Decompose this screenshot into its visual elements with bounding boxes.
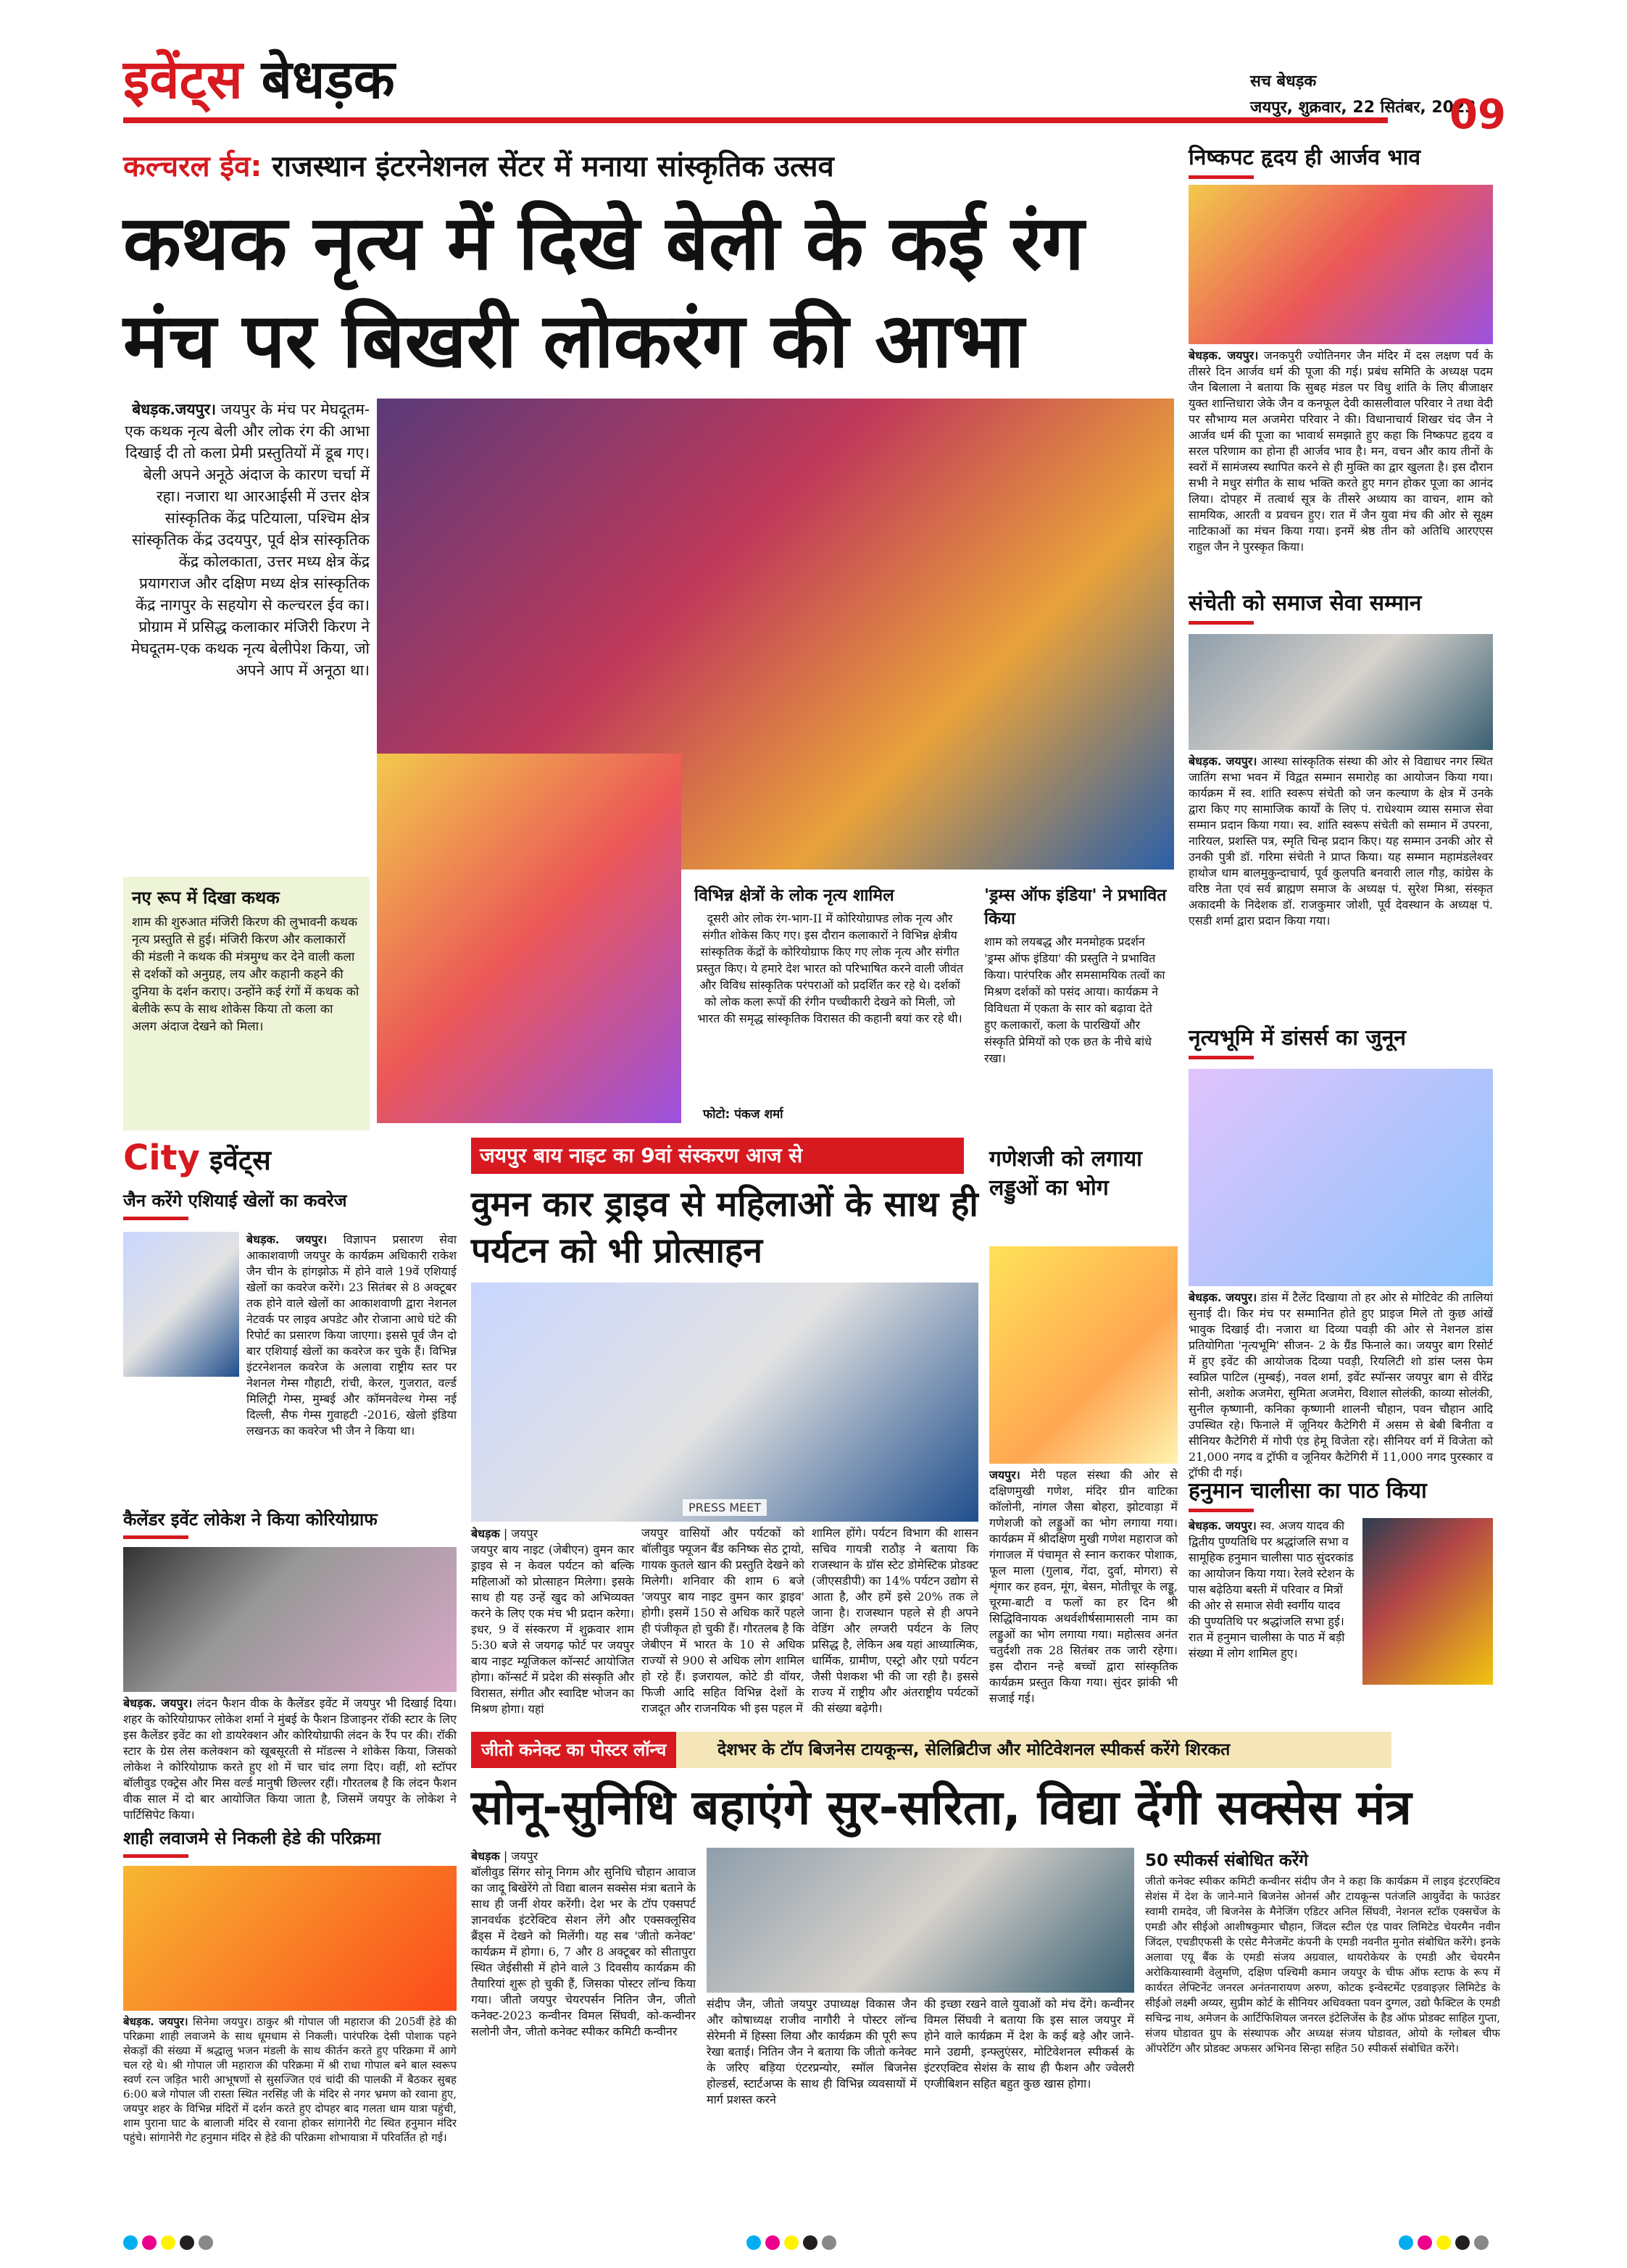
city-logo: City इवेंट्स	[123, 1138, 271, 1178]
jbn-col-2: जयपुर वासियों और पर्यटकों को बॉलीवुड फ्यूजन बैंड कनिष्क सेठ ट्रायो, गायक कुतले खान की प्रस्तुति देखने को मिलेगी। शनिवार की शाम 6 बजे 'जयपुर बाय नाइट वुमन कार ड्राइव' होगी। इसमें 150 से अधिक कारें पहले ही पंजीकृत हो चुकी हैं। गौरतलब है कि जेबीएन में भारत के 10 से अधिक राज्यों से 900 से अधिक लोग शामिल हो रहे हैं। इजरायल, कोटे डी वॉयर, फिजी आदि सहित विभिन्न देशों के राजदूत और राजनयिक भी इस पहल में	[641, 1526, 804, 1715]
lead-box-2-title: विभिन्न क्षेत्रों के लोक नृत्य शामिल	[694, 886, 894, 905]
jito-col-1: बॉलीवुड सिंगर सोनू निगम और सुनिधि चौहान आवाज का जादू बिखेरेंगे तो विद्या बालन सक्सेस मंत्रा बताने के साथ ही जर्नी शेयर करेंगी। देश भर के टॉप एक्सपर्ट ज्ञानवर्धक इंटरेक्टिव सेशन लेंगे और एक्सक्लूसिव ब्रैंड्स में देखने को मिलेंगी। यह सब 'जीतो कनेक्ट' कार्यक्रम में होगा। 6, 7 और 8 अक्टूबर को सीतापुरा स्थित जेईसीसी में होने वाले 3 दिवसीय कार्यक्रम की तैयारियां शुरू हो चुकी हैं, जिसका पोस्टर लॉन्च किया गया। जीतो जयपुर चेयरपर्सन नितिन जैन, जीतो कनेक्ट-2023 कन्वीनर विमल सिंघवी, को-कन्वीनर सलोनी जैन, जीतो कनेक्ट स्पीकर कमिटी कन्वीनर	[471, 1865, 696, 2038]
registration-dot	[199, 2235, 213, 2250]
registration-dot	[1418, 2235, 1432, 2250]
masthead-rule	[123, 117, 1388, 123]
registration-dot	[1474, 2235, 1489, 2250]
city-c3-photo	[123, 1866, 457, 2011]
jito-strip	[471, 1732, 1391, 1768]
footer-color-bar	[123, 2232, 1500, 2254]
city-c1-text: बेधड़क. जयपुर। विज्ञापन प्रसारण सेवा आकाशवाणी जयपुर के कार्यक्रम अधिकारी राकेश जैन चीन के हांगझोऊ में होने वाले 19वें एशियाई खेलों का कवरेज करेंगे। 23 सितंबर से 8 अक्टूबर तक होने वाले खेलों का आकाशवाणी द्वारा नेशनल नेटवर्क पर लाइव अपडेट और रोजाना आधे घंटे की रिपोर्ट का प्रसारण किया जाएगा। इससे पूर्व जैन दो बार एशियाई खेलों का कवरेज कर चुके हैं। विभिन्न इंटरनेशनल कवरेज के अलावा राष्ट्रीय स्तर पर नेशनल गेम्स गौहाटी, रांची, केरल, गुजरात, वर्ल्ड मिलिट्री गेम्स, मुम्बई और कॉमनवेल्थ गेम्स नई दिल्ली, सैफ गेम्स गुवाहटी -2016, खेलो इंडिया लखनऊ का कवरेज भी जैन ने किया था।	[246, 1233, 457, 1438]
registration-dot	[822, 2235, 836, 2250]
right-s3-title: नृत्यभूमि में डांसर्स का जुनून	[1189, 1022, 1406, 1059]
city-c3-title: शाही लवाजमे से निकली हेडे की परिक्रमा	[123, 1826, 380, 1858]
jbn-photo	[471, 1283, 978, 1522]
jito-col-2: संदीप जैन, जीतो जयपुर उपाध्यक्ष विकास जैन और कोषाध्यक्ष राजीव नागौरी ने पोस्टर लॉन्च सेरेमनी में हिस्सा लिया और कार्यक्रम की पूरी रूप रेखा बताई। नितिन जैन ने बताया कि जीतो कनेक्ट के जरिए बड़िया एंटरप्रन्योर, स्मॉल बिजनेस होल्डर्स, स्टार्टअप्स के साथ ही विभिन्न व्यवसायों में मार्ग प्रशस्त करने	[707, 1997, 917, 2106]
lead-headline-2: मंच पर बिखरी लोकरंग की आभा	[123, 296, 1025, 385]
jbn-photo-label: PRESS MEET	[683, 1499, 767, 1516]
lead-box-1	[123, 877, 370, 1130]
lead-box-2-text: दूसरी ओर लोक रंग-भाग-II में कोरियोग्राफ्ड लोक नृत्य और संगीत शोकेस किए गए। इस दौरान कलाकारों ने विभिन्न क्षेत्रीय सांस्कृतिक केंद्रों के कोरियोग्राफ किए गए लोक नृत्य और संगीत प्रस्तुत किए। ये हमारे देश भारत को परिभाषित करने वाली जीवंत और विविध सांस्कृतिक परंपराओं को प्रदर्शित कर रहे थे। दर्शकों को लोक कला रूपों की रंगीन पच्चीकारी देखने को मिली, जो भारत की समृद्ध सांस्कृतिक विरासत की कहानी बयां कर रहे थी।	[696, 912, 964, 1025]
registration-dot	[765, 2235, 780, 2250]
jito-col-4-text: जीतो कनेक्ट स्पीकर कमिटी कन्वीनर संदीप जैन ने कहा कि कार्यक्रम में लाइव इंटरएक्टिव सेशंस में देश के जाने-माने बिजनेस ओनर्स और टायकून्स पतंजलि आयुर्वेदा के फाउंडर स्वामी रामदेव, जी बिजनेस के मैनेजिंग एडिटर अनिल सिंघवी, नेशनल स्टॉक एक्सचेंज के एमडी और सीईओ आशीषकुमार चौहान, जिंदल स्टील एंड पावर लिमिटेड चेयरमैन नवीन जिंदल, एचडीएफसी के एसेट मैनेजमेंट कंपनी के एमडी नवनीत मुनोत संबोधित करेंगे। इनके अलावा एयू बैंक के एमडी संजय अग्रवाल, थायरोकेयर के एमडी और चेयरमैन अरोकियास्वामी वेलुमणि, दक्षिण पश्चिमी कमान जयपुर के चीफ ऑफ स्टाफ के रूप में कार्यरत लेफ्टिनेंट जनरल अनंतनारायण अरुण, कोटक इन्वेस्टमेंट एडवाइज़र लिमिटेड के सीईओ लक्ष्मी अय्यर, सुप्रीम कोर्ट के सीनियर अधिवक्ता पवन दुग्गल, उद्यो फैक्टिल के एमडी सचिन्द्र नाथ, अमेजन के आर्टिफिशियल जनरल इंटेलिजेंस के हैड ऑफ प्रोडक्ट साहिल गुप्ता, संजय घोडावत ग्रुप के संस्थापक और अध्यक्ष संजय घोडावत, ओयो के ग्लोबल चीफ ऑपरेटिंग और प्रोडक्ट अफसर अभिनव सिन्हा सहित 50 स्पीकर्स संबोधित करेंगे।	[1145, 1875, 1500, 2055]
right-s1-photo	[1189, 185, 1493, 344]
city-c2-title: कैलेंडर इवेंट लोकेश ने किया कोरियोग्राफ	[123, 1507, 378, 1539]
jbn-col-1: जयपुर बाय नाइट (जेबीएन) वुमन कार ड्राइव से न केवल पर्यटन को बल्कि महिलाओं को प्रोत्साहन मिलेगा। इसके साथ ही यह उन्हें खुद को अभिव्यक्त करने के लिए एक मंच भी प्रदान करेगा। इधर, 9 वें संस्करण में शुक्रवार शाम 5:30 बजे से जयगढ़ फोर्ट पर जयपुर बाय नाइट म्यूजिकल कॉन्सर्ट आयोजित होगा। कॉन्सर्ट में प्रदेश की संस्कृति और विरासत, संगीत और स्वादिष्ट भोजन का मिश्रण होगा। यहां	[471, 1543, 634, 1716]
jbn-headline: वुमन कार ड्राइव से महिलाओं के साथ ही पर्यटन को भी प्रोत्साहन	[471, 1184, 978, 1271]
lead-kicker: कल्चरल ईव: राजस्थान इंटरनेशनल सेंटर में मनाया सांस्कृतिक उत्सव	[123, 150, 834, 183]
footer-dots-center	[746, 2235, 841, 2253]
lead-photo-kathak	[377, 754, 681, 1123]
page-number: 09	[1449, 91, 1506, 138]
jito-headline: सोनू-सुनिधि बहाएंगे सुर-सरिता, विद्या देंगी सक्सेस मंत्र	[471, 1780, 1412, 1835]
lead-box-3	[978, 877, 1174, 1123]
city-c2-photo	[123, 1547, 457, 1692]
right-s4-photo	[1362, 1518, 1493, 1685]
section-title	[123, 43, 395, 116]
registration-dot	[803, 2235, 817, 2250]
jito-photo	[707, 1848, 1134, 1993]
right-s3-text: बेधड़क. जयपुर। डांस में टैलेंट दिखाया तो हर ओर से मोटिवेट की तालियां सुनाई दी। किर मंच पर सम्मानित होते हुए प्राइज मिले तो कुछ आंखें भावुक दिखाई दी। नजारा था दिव्या पवड़ी की ओर से नेशनल डांस प्रतियोगिता 'नृत्यभूमि' सीजन- 2 के ग्रैंड फिनाले का। जयपुर बाग रिसोर्ट में हुए इवेंट की आयोजक दिव्या पवड़ी, रियलिटी शो डांस प्लस फेम स्वप्निल पाटिल (मुम्बई), नवल शर्मा, इवेंट स्पॉन्सर जयपुर बाग से वीरेंद्र सोनी, अशोक अजमेरा, सुमिता अजमेरा, विशाल सोलंकी, काव्या सोलंकी, सुनील कृष्णानी, कनिका कृष्णानी शालनी चौहान, पवन चौहान आदि उपस्थित रहे। फिनाले में जूनियर कैटेगिरी में असम से बेबी बिनीता व सीनियर कैटेगिरी में गोपी एंड हेमू विजेता रहे। सीनियर वर्ग में विजेता को 21,000 नगद व ट्रॉफी व जूनियर कैटेगिरी में 11,000 नगद पुरस्कार व ट्रॉफी दी गई।	[1189, 1291, 1493, 1480]
jbn-col-3: शामिल होंगे। पर्यटन विभाग की शासन सचिव गायत्री राठौड़ ने बताया कि राजस्थान के ग्रॉस स्टेट डोमेस्टिक प्रोडक्ट (जीएसडीपी) का 14% पर्यटन उद्योग से आता है, और हमें इसे 20% तक ले जाना है। राजस्थान पहले से ही अपने वेडिंग और लग्जरी पर्यटन के लिए प्रसिद्ध है, लेकिन अब यहां आध्यात्मिक, धार्मिक, ग्रामीण, एस्ट्रो और एग्रो पर्यटन जैसी पेशकश भी की जा रही है। इससे राज्य में राष्ट्रीय और अंतराष्ट्रीय पर्यटकों की संख्या बढ़ेगी।	[812, 1526, 978, 1715]
dateline: जयपुर, शुक्रवार, 22 सितंबर, 2023	[1250, 99, 1476, 117]
ganesh-title: गणेशजी को लगाया लड्डुओं का भोग	[989, 1146, 1142, 1201]
registration-dot	[161, 2235, 175, 2250]
right-s1-text: बेधड़क. जयपुर। जनकपुरी ज्योतिनगर जैन मंदिर में दस लक्षण पर्व के तीसरे दिन आर्जव धर्म की पूजा की गई। प्रबंध समिति के अध्यक्ष पदम जैन बिलाला ने बताया कि सुबह मंडल पर विधु शांति के लिए बीजाक्षर युक्त शान्तिधारा जेके जैन व कनफूल देवी कासलीवाल परिवार ने तथा वेदी पर सौभाग्य मल अजमेरा परिवार ने की। विधानाचार्य शिखर चंद जैन ने आर्जव धर्म की पूजा का भावार्थ समझाते हुए कहा कि निष्कपट हृदय व सरल परिणाम का होना ही आर्जव भाव है। मन, वचन और काय तीनों के स्वरों में सामंजस्य स्थापित करने से ही मुक्ति का द्वार खुलता है। इस दौरान सभी ने मधुर संगीत के साथ भक्ति करते हुए मगन होकर पूजा का आनंद लिया। दोपहर में तत्वार्थ सूत्र के तीसरे अध्याय का वाचन, शाम को सामयिक, आरती व प्रवचन हुए। रात में जैन युवा मंच की ओर से सूक्ष्म नाटिकाओं का मंचन किया गया। इनमें श्रेष्ठ तीन को अतिथि आरएएस राहुल जैन ने पुरस्कृत किया।	[1189, 349, 1493, 554]
brand-small: सच बेधड़क	[1250, 72, 1317, 91]
jito-col-4-title: 50 स्पीकर्स संबोधित करेंगे	[1145, 1851, 1309, 1870]
registration-dot	[784, 2235, 799, 2250]
jito-tagline: देशभर के टॉप बिजनेस टायकून्स, सेलिब्रिटीज और मोटिवेशनल स्पीकर्स करेंगे शिरकत	[717, 1740, 1231, 1759]
photo-credit: फोटो: पंकज शर्मा	[703, 1107, 783, 1122]
footer-dots-left	[123, 2235, 217, 2253]
right-s3-photo	[1189, 1069, 1493, 1286]
right-s4-text: बेधड़क. जयपुर। स्व. अजय यादव की द्वितीय पुण्यतिथि पर श्रद्धांजलि सभा व सामूहिक हनुमान चालीसा पाठ सुंदरकांड का आयोजन किया गया। रेलवे स्टेशन के पास बढ़ेठिया बस्ती में परिवार व मित्रों की ओर से समाज सेवी स्वर्गीय यादव की पुण्यतिथि पर श्रद्धांजलि सभा हुई। रात में हनुमान चालीसा के पाठ में बड़ी संख्या में लोग शामिल हुए।	[1189, 1519, 1355, 1660]
registration-dot	[180, 2235, 194, 2250]
footer-dots-right	[1399, 2235, 1493, 2253]
city-c1-title: जैन करेंगे एशियाई खेलों का कवरेज	[123, 1188, 347, 1220]
lead-headline-1: कथक नृत्य में दिखे बेली के कई रंग	[123, 199, 1085, 287]
masthead	[123, 43, 1506, 138]
right-s2-photo	[1189, 634, 1493, 750]
lead-box-2	[688, 877, 971, 1123]
jito-tag: जीतो कनेक्ट का पोस्टर लॉन्च	[471, 1732, 676, 1768]
jito-dateline: बेधड़क | जयपुर	[471, 1849, 538, 1863]
lead-box-1-text: शाम की शुरुआत मंजिरी किरण की लुभावनी कथक नृत्य प्रस्तुति से हुई। मंजिरी किरण और कलाकारों की मंडली ने कथक की मंत्रमुग्ध कर देने वाली कला से दर्शकों को अनुग्रह, लय और कहानी कहने की दुनिया के दर्शन कराए। उन्होंने कई रंगों में कथक को बेलीके रूप के साथ शोकेस किया तो कला का अलग अंदाज देखने को मिला।	[132, 915, 359, 1034]
jito-col-3: की इच्छा रखने वाले युवाओं को मंच देंगे। कन्वीनर विमल सिंघवी ने बताया कि इस साल जयपुर में होने वाले कार्यक्रम में देश के कई बड़े और जाने-माने उद्यमी, इन्फ्लुएंसर, मोटिवेशनल स्पीकर्स के इंटरएक्टिव सेशंस के साथ ही फैशन और ज्वेलरी एग्जीबिशन सहित बहुत कुछ खास होगा।	[924, 1997, 1134, 2090]
right-s2-title: संचेती को समाज सेवा सम्मान	[1189, 587, 1421, 625]
right-s4-title: हनुमान चालीसा का पाठ किया	[1189, 1475, 1427, 1512]
jbn-dateline: बेधड़क | जयपुर	[471, 1527, 538, 1541]
ganesh-text: जयपुर। मेरी पहल संस्था की ओर से दक्षिणमुखी गणेश, मंदिर ग्रीन वाटिका कॉलोनी, नांगल जैसा बोहरा, झोटवाड़ा में गणेशजी को लड्डुओं का भोग लगाया गया। कार्यक्रम में श्रीदक्षिण मुखी गणेश महाराज को गंगाजल में पंचामृत से स्नान कराकर पोशाक, फूल माला (गुलाब, गेंदा, दुर्वा, मोगरा) से शृंगार कर हवन, मूंग, बेसन, मोतीचूर के लड्डू, चूरमा-बाटी व फलों का हर दिन श्री सिद्धिविनायक अथर्वशीर्षसामासली नाम का लड्डुओं का भोग लगाया गया। महोत्सव अनंत चतुर्दशी तक 28 सितंबर तक जारी रहेगा। इस दौरान नन्हे बच्चों द्वारा सांस्कृतिक कार्यक्रम प्रस्तुत किया गया। सुंदर झांकी भी सजाई गई।	[989, 1468, 1178, 1705]
section-title-red: इवेंट्स	[123, 49, 243, 111]
ganesh-photo	[989, 1246, 1178, 1464]
registration-dot	[1399, 2235, 1413, 2250]
city-c3-text: बेधड़क. जयपुर। सिनेमा जयपुर। ठाकुर श्री गोपाल जी महाराज की 205वीं हेडे की परिक्रमा शाही लवाजमे के साथ धूमधाम से निकली। पारंपरिक देसी पोशाक पहने सेकड़ों की संख्या में श्रद्धालु भजन मंडली के साथ कीर्तन करते हुए परिक्रमा में आगे चल रहे थे। श्री गोपाल जी महाराज की परिक्रमा में श्री राधा गोपाल बने बाल स्वरूप स्वर्ण रत्न जड़ित भारी आभूषणों से सुसज्जित एवं चांदी की पालकी में बैठकर सुबह 6:00 बजे गोपाल जी रास्ता स्थित नरसिंह जी के मंदिर से नगर भ्रमण को रवाना हुए, जयपुर शहर के विभिन्न मंदिरों में दर्शन करते हुए दोपहर बाद गलता धाम यात्रा पहुंची, शाम पुराना घाट के बालाजी मंदिर से रवाना होकर सांगानेरी गेट स्थित हनुमान मंदिर पहुंचे। सांगानेरी गेट हनुमान मंदिर से हेडे की परिक्रमा शोभायात्रा में परिवर्तित हो गई।	[123, 2015, 457, 2144]
registration-dot	[1436, 2235, 1451, 2250]
lead-box-1-title: नए रूप में दिखा कथक	[132, 888, 280, 908]
right-s2-text: बेधड़क. जयपुर। आस्था सांस्कृतिक संस्था की ओर से विद्याधर नगर स्थित जातिंग सभा भवन में विद्वत सम्मान समारोह का आयोजन किया गया। कार्यक्रम में स्व. शांति स्वरूप संचेती को जन कल्याण के क्षेत्र में उनके द्वारा किए गए सामाजिक कार्यों के लिए पं. राधेश्याम व्यास समाज सेवा सम्मान प्रदान किया गया। स्व. शांति स्वरूप संचेती को सम्मान में उपरना, नारियल, प्रशस्ति पत्र, स्मृति चिन्ह प्रदान किए। यह सम्मान उनकी ओर से उनकी पुत्री डॉ. गरिमा संचेती ने प्राप्त किया। यह सम्मान महामंडलेश्वर हाथोज धाम बालमुकुन्दाचार्य, पूर्व कुलपति बनवारी लाल गौड़, कांग्रेस के वरिष्ठ नेता एवं सर्व ब्राह्मण समाज के अध्यक्ष पं. सुरेश मिश्रा, संस्कृत अकादमी के निदेशक डॉ. राजकुमार जोशी, पूर्व देवस्थान के अध्यक्ष पं. एसडी शर्मा द्वारा प्रदान किया गया।	[1189, 754, 1493, 927]
registration-dot	[142, 2235, 157, 2250]
lead-intro: बेधड़क.जयपुर। जयपुर के मंच पर मेघदूतम-एक कथक नृत्य बेली और लोक रंग की आभा दिखाई दी तो कला प्रेमी प्रस्तुतियों में डूब गए। बेली अपने अनूठे अंदाज के कारण चर्चा में रहा। नजारा था आरआईसी में उत्तर क्षेत्र सांस्कृतिक केंद्र पटियाला, पश्चिम क्षेत्र सांस्कृतिक केंद्र उदयपुर, पूर्व क्षेत्र सांस्कृतिक केंद्र कोलकाता, उत्तर मध्य क्षेत्र केंद्र प्रयागराज और दक्षिण मध्य क्षेत्र सांस्कृतिक केंद्र नागपुर के सहयोग से कल्चरल ईव का। प्रोग्राम में प्रसिद्ध कलाकार मंजिरी किरण ने मेघदूतम-एक कथक नृत्य बेलीपेश किया, जो अपने आप में अनूठा था।	[125, 400, 370, 679]
lead-box-3-text: शाम को लयबद्ध और मनमोहक प्रदर्शन 'ड्रम्स ऑफ इंडिया' की प्रस्तुति ने प्रभावित किया। पारंपरिक और समसामयिक तत्वों का मिश्रण दर्शकों को पसंद आया। कार्यक्रम ने विविधता में एकता के सार को बढ़ावा देते हुए कलाकारों, कला के पारखियों और संस्कृति प्रेमियों को एक छत के नीचे बांधे रखा।	[984, 935, 1165, 1065]
registration-dot	[1455, 2235, 1470, 2250]
city-c2-text: बेधड़क. जयपुर। लंदन फैशन वीक के कैलेंडर इवेंट में जयपुर भी दिखाई दिया। शहर के कोरियोग्राफर लोकेश शर्मा ने मुंबई के फैशन डिजाइनर रॉकी स्टार के लिए इस कैलेंडर इवेंट का शो डायरेक्शन और कोरियोग्राफी लंदन के रैंप पर की। रॉकी स्टार के ग्रेस लेस कलेक्शन को खूबसूरती से मॉडल्स ने शोकेस किया, जिसको लोकेश ने कोरियोग्राफ करते हुए शो में चार चांद लगा दिए। वहीं, शो स्टॉपर बॉलीवुड एक्ट्रेस और मिस वर्ल्ड मानुषी छिल्लर रहीं। गौरतलब है कि लंदन फैशन वीक साल में दो बार आयोजित किया जाता है, जिसमें जयपुर के लोकेश ने पार्टिसिपेट किया।	[123, 1696, 457, 1822]
jbn-kicker: जयपुर बाय नाइट का 9वां संस्करण आज से	[471, 1138, 964, 1174]
jito-col-4	[1145, 1848, 1500, 2056]
section-title-black: बेधड़क	[261, 49, 395, 111]
registration-dot	[123, 2235, 138, 2250]
registration-dot	[746, 2235, 761, 2250]
lead-box-3-title: 'ड्रम्स ऑफ इंडिया' ने प्रभावित किया	[984, 886, 1167, 928]
right-s1-title: निष्कपट हृदय ही आर्जव भाव	[1189, 141, 1420, 179]
